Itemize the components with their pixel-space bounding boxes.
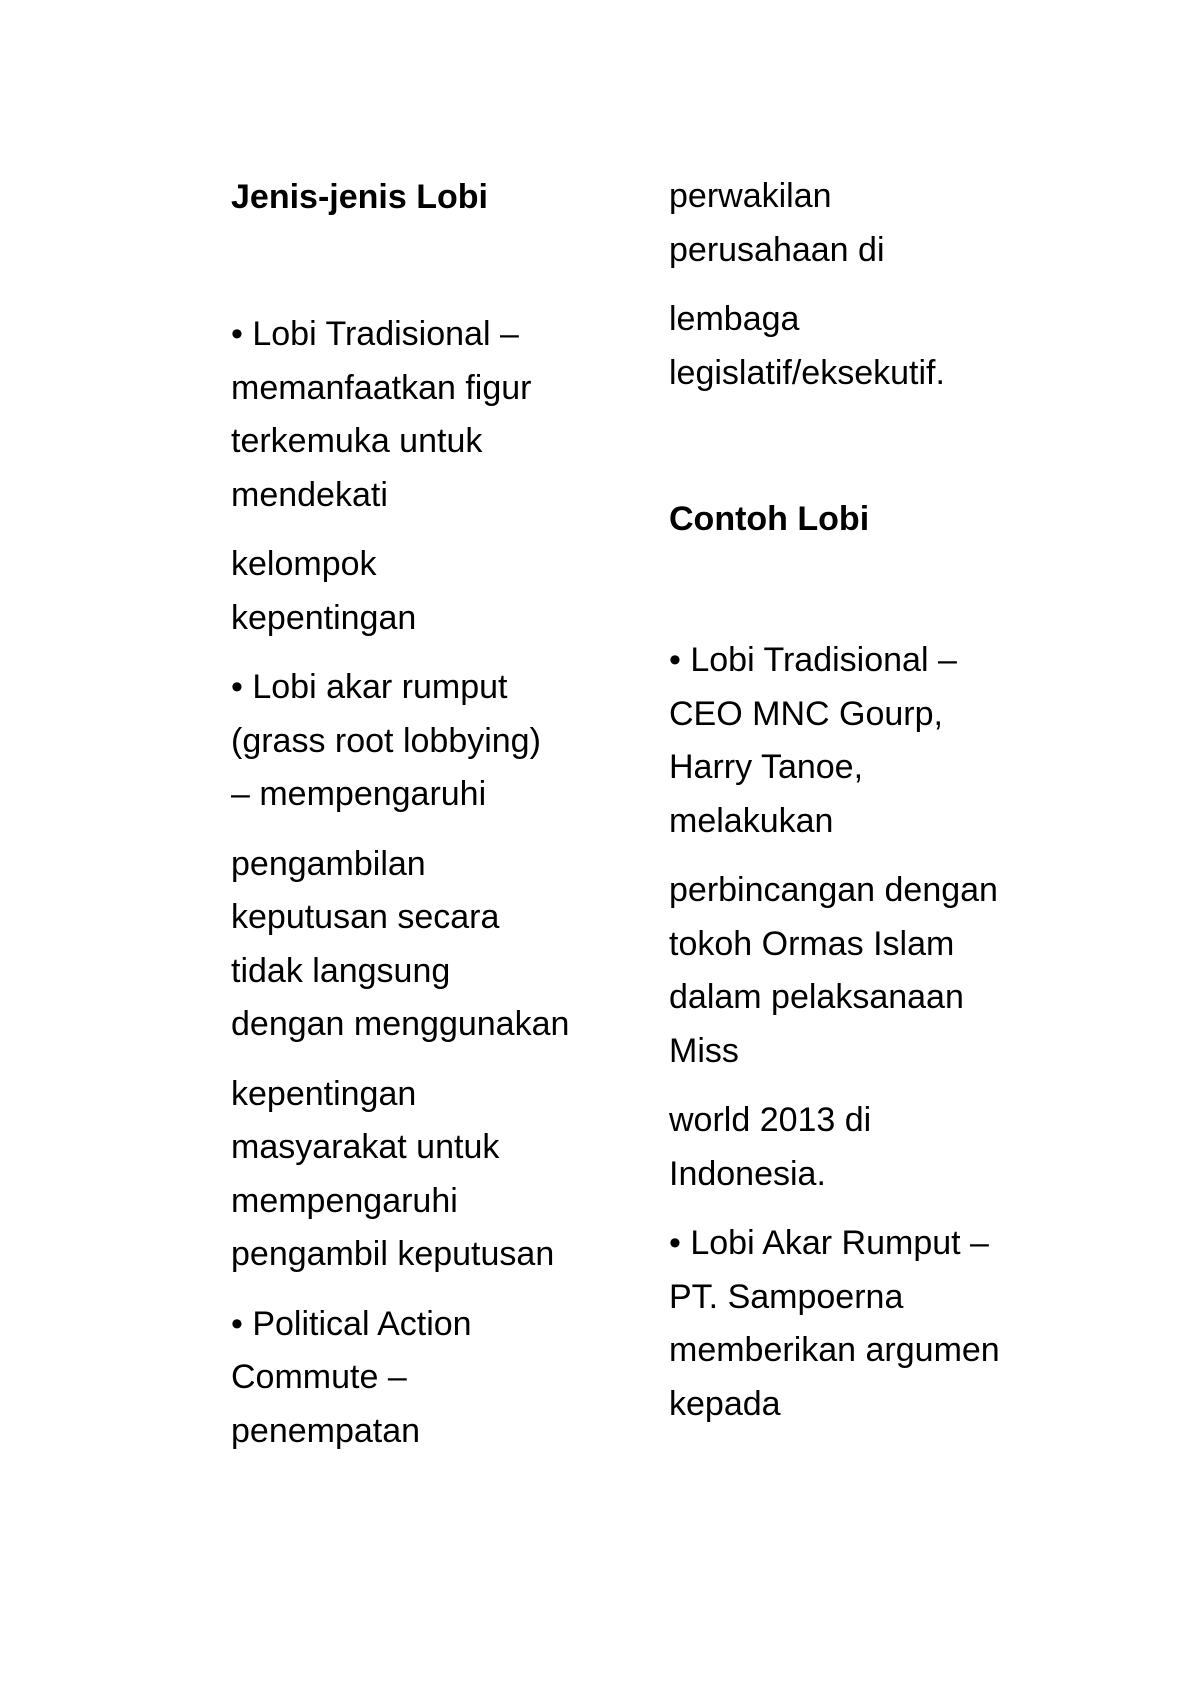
left-column (231, 170, 651, 1474)
paragraph-pengambilan-keputusan: pengambilan keputusan secara tidak langsung dengan menggunakan (231, 844, 570, 1043)
paragraph-kepentingan-masyarakat: kepentingan masyarakat untuk mempengaruhi pengambil keputusan (231, 1074, 555, 1273)
paragraph-kelompok-kepentingan: kelompok kepentingan (231, 545, 417, 637)
paragraph-contoh-lobi-tradisional: • Lobi Tradisional – CEO MNC Gourp, Harry Tanoe, melakukan (669, 641, 957, 840)
spacer (669, 416, 1089, 492)
paragraph-perbincangan: perbincangan dengan tokoh Ormas Islam dalam pelaksanaan Miss (669, 871, 998, 1070)
paragraph-lobi-akar-rumput: • Lobi akar rumput (grass root lobbying) – mempengaruhi (231, 668, 541, 813)
right-column (669, 170, 1089, 1447)
heading-contoh-lobi: Contoh Lobi (669, 500, 870, 538)
paragraph-political-action: • Political Action Commute – penempatan (231, 1304, 472, 1450)
paragraph-perwakilan-perusahaan: perwakilan perusahaan di (669, 177, 885, 269)
spacer (231, 224, 651, 308)
paragraph-contoh-lobi-akar-rumput: • Lobi Akar Rumput – PT. Sampoerna memberikan argumen kepada (669, 1224, 1000, 1423)
paragraph-lembaga-legislatif: lembaga legislatif/eksekutif. (669, 300, 945, 392)
spacer (669, 546, 1089, 634)
heading-jenis-lobi: Jenis-jenis Lobi (231, 178, 488, 216)
paragraph-lobi-tradisional: • Lobi Tradisional – memanfaatkan figur terkemuka untuk mendekati (231, 315, 532, 514)
paragraph-miss-world: world 2013 di Indonesia. (669, 1101, 872, 1193)
